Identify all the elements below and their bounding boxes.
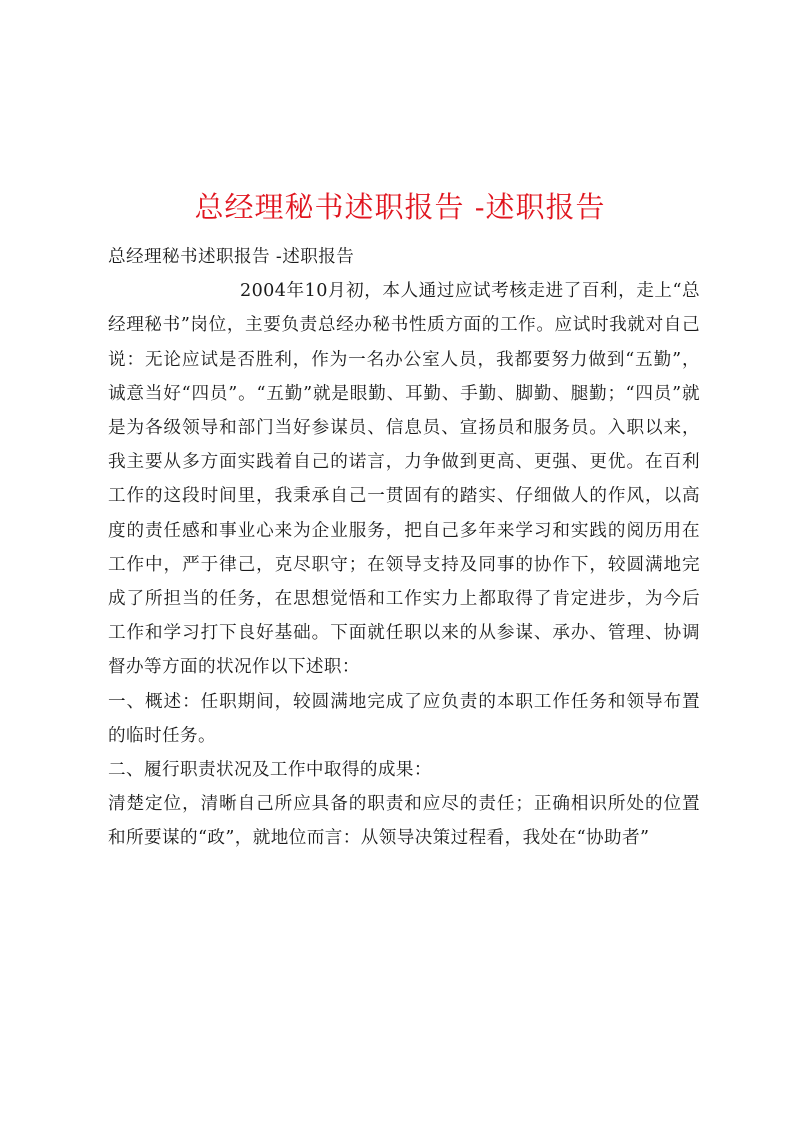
document-subtitle: 总经理秘书述职报告 -述职报告 (108, 247, 355, 267)
paragraph-section-heading: 二、履行职责状况及工作中取得的成果： (108, 760, 432, 781)
document-title: 总经理秘书述职报告 -述职报告 (194, 190, 606, 225)
paragraph-positioning: 清楚定位，清晰自己所应具备的职责和应尽的责任；正确相识所处的位置和所要谋的“政”，就地位而言：从领导决策过程看，我处在“协助者” (108, 794, 700, 849)
document-body (108, 240, 700, 856)
paragraph-intro: 2004年10月初，本人通过应试考核走进了百利，走上“总经理秘书”岗位，主要负责总经办秘书性质方面的工作。应试时我就对自己说：无论应试是否胜利，作为一名办公室人员，我都要努力做到“五勤”，诚意当好“四员”。“五勤”就是眼勤、耳勤、手勤、脚勤、腿勤；“四员”就是为各级领导和部门当好参谋员、信息员、宣扬员和服务员。入职以来，我主要从多方面实践着自己的诺言，力争做到更高、更强、更优。在百利工作的这段时间里，我秉承自己一贯固有的踏实、仔细做人的作风，以高度的责任感和事业心来为企业服务，把自己多年来学习和实践的阅历用在工作中，严于律己，克尽职守；在领导支持及同事的协作下，较圆满地完成了所担当的任务，在思想觉悟和工作实力上都取得了肯定进步，为今后工作和学习打下良好基础。下面就任职以来的从参谋、承办、管理、协调督办等方面的状况作以下述职： (108, 281, 700, 678)
paragraph-overview: 一、概述：任职期间，较圆满地完成了应负责的本职工作任务和领导布置的临时任务。 (108, 691, 700, 746)
